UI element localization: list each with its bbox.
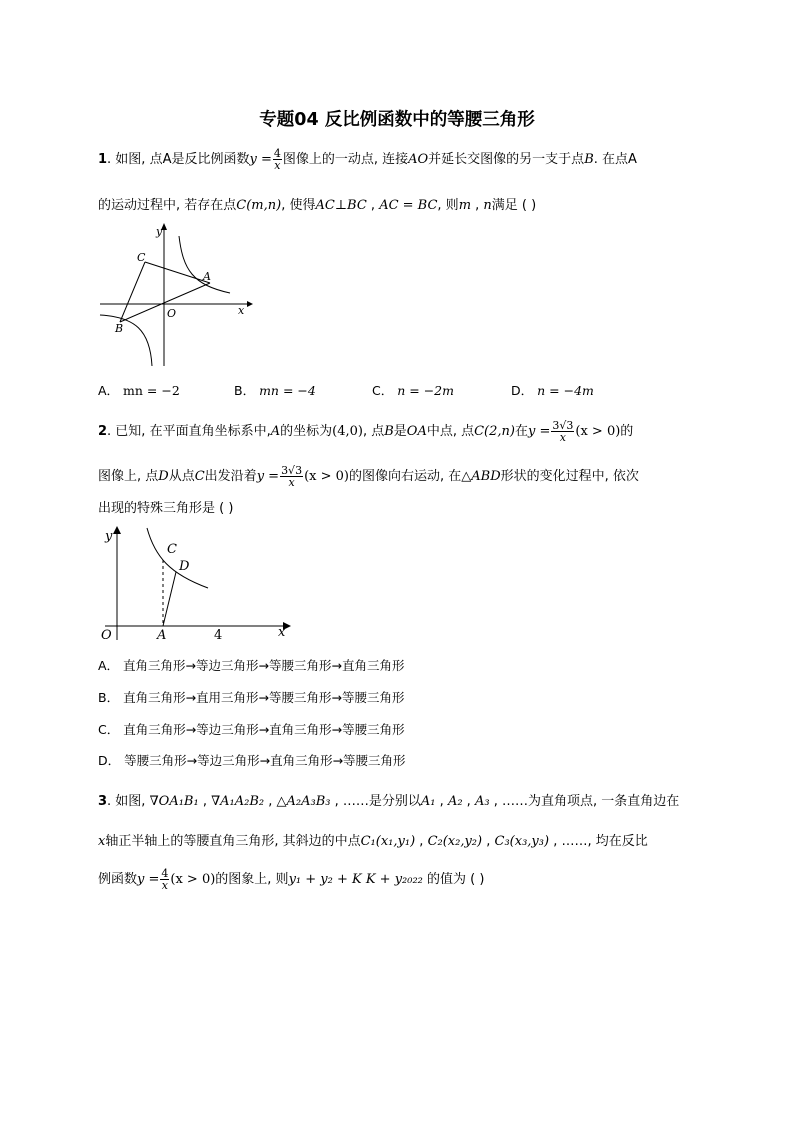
- segment-ca: [145, 262, 210, 283]
- q1-option-a[interactable]: A． mn = −2: [98, 383, 180, 398]
- point-b-label: B: [115, 322, 124, 335]
- q2-line-2: 图像上, 点D从点C出发沿着y = $\frac{3√3}{x}$ (x > 0)的图像向右运动, 在△ABD形状的变化过程中, 依次: [98, 464, 639, 489]
- segment-ad: [163, 572, 176, 626]
- point-c-label: C: [137, 251, 146, 264]
- q2-number: 2: [98, 424, 108, 439]
- q1-line-1: 1. 如图, 点A是反比例函数y = $\frac{4}{x}$ 图像上的一动点, 连接AO并延长交图像的另一支于点B. 在点A: [98, 147, 637, 172]
- q2-fraction-1: $\frac{3√3}{x}$: [552, 419, 574, 444]
- q3-line-2: x轴正半轴上的等腰直角三角形, 其斜边的中点C₁(x₁,y₁) , C₂(x₂,y₂) , C₃(x₃,y₃) , ……, 均在反比: [98, 834, 648, 849]
- y-arrow: [113, 526, 121, 534]
- q3-line-3: 例函数y = $\frac{4}{x}$ (x > 0)的图象上, 则y₁ + y₂ + K K + y₂₀₂₂ 的值为 ( ): [98, 867, 485, 892]
- curve: [147, 528, 208, 588]
- q1-number: 1: [98, 152, 108, 167]
- curve-branch-2: [100, 315, 152, 366]
- origin-label: O: [167, 307, 177, 320]
- q2-choice-a[interactable]: A． 直角三角形→等边三角形→等腰三角形→直角三角形: [98, 658, 405, 673]
- x-label: x: [238, 304, 245, 317]
- origin-label: O: [101, 628, 112, 643]
- q2-choice-b[interactable]: B． 直角三角形→直用三角形→等腰三角形→等腰三角形: [98, 690, 405, 705]
- x-label: x: [278, 625, 286, 640]
- q2-line-3: 出现的特殊三角形是 ( ): [98, 501, 234, 516]
- q1-fraction: $\frac{4}{x}$: [273, 147, 281, 172]
- point-a-label: A: [203, 270, 211, 283]
- q1-figure: [95, 220, 255, 370]
- q2-choice-c[interactable]: C． 直角三角形→等边三角形→直角三角形→等腰三角形: [98, 722, 405, 737]
- x-arrow: [247, 301, 253, 307]
- q2-choice-d[interactable]: D． 等腰三角形→等边三角形→直角三角形→等腰三角形: [98, 753, 406, 768]
- q2-line-1: 2. 已知, 在平面直角坐标系中,A的坐标为(4,0), 点B是OA中点, 点C(2,n)在y = $\frac{3√3}{x}$ (x > 0)的: [98, 419, 634, 444]
- q3-fraction: $\frac{4}{x}$: [161, 867, 169, 892]
- curve-branch-1: [179, 236, 230, 293]
- q1-line-2: 的运动过程中, 若存在点C(m,n), 使得AC⊥BC , AC = BC, 则m , n满足 ( ): [98, 198, 537, 213]
- q1-option-d[interactable]: D． n = −4m: [511, 383, 594, 398]
- tick-4-label: 4: [214, 628, 223, 643]
- point-c-label: C: [167, 542, 177, 557]
- point-a-label: A: [157, 628, 167, 643]
- y-label: y: [105, 529, 113, 544]
- page-title: 专题04 反比例函数中的等腰三角形: [259, 110, 535, 130]
- q2-fraction-2: $\frac{3√3}{x}$: [281, 464, 303, 489]
- q2-figure: [95, 522, 295, 644]
- q3-number: 3: [98, 794, 108, 809]
- q3-line-1: 3. 如图, ∇OA₁B₁ , ∇A₁A₂B₂ , △A₂A₃B₃ , ……是分别以A₁ , A₂ , A₃ , ……为直角项点, 一条直角边在: [98, 794, 680, 809]
- q1-option-b[interactable]: B． mn = −4: [234, 383, 316, 398]
- y-label: y: [156, 225, 163, 238]
- point-d-label: D: [179, 559, 190, 574]
- q1-option-c[interactable]: C． n = −2m: [372, 383, 454, 398]
